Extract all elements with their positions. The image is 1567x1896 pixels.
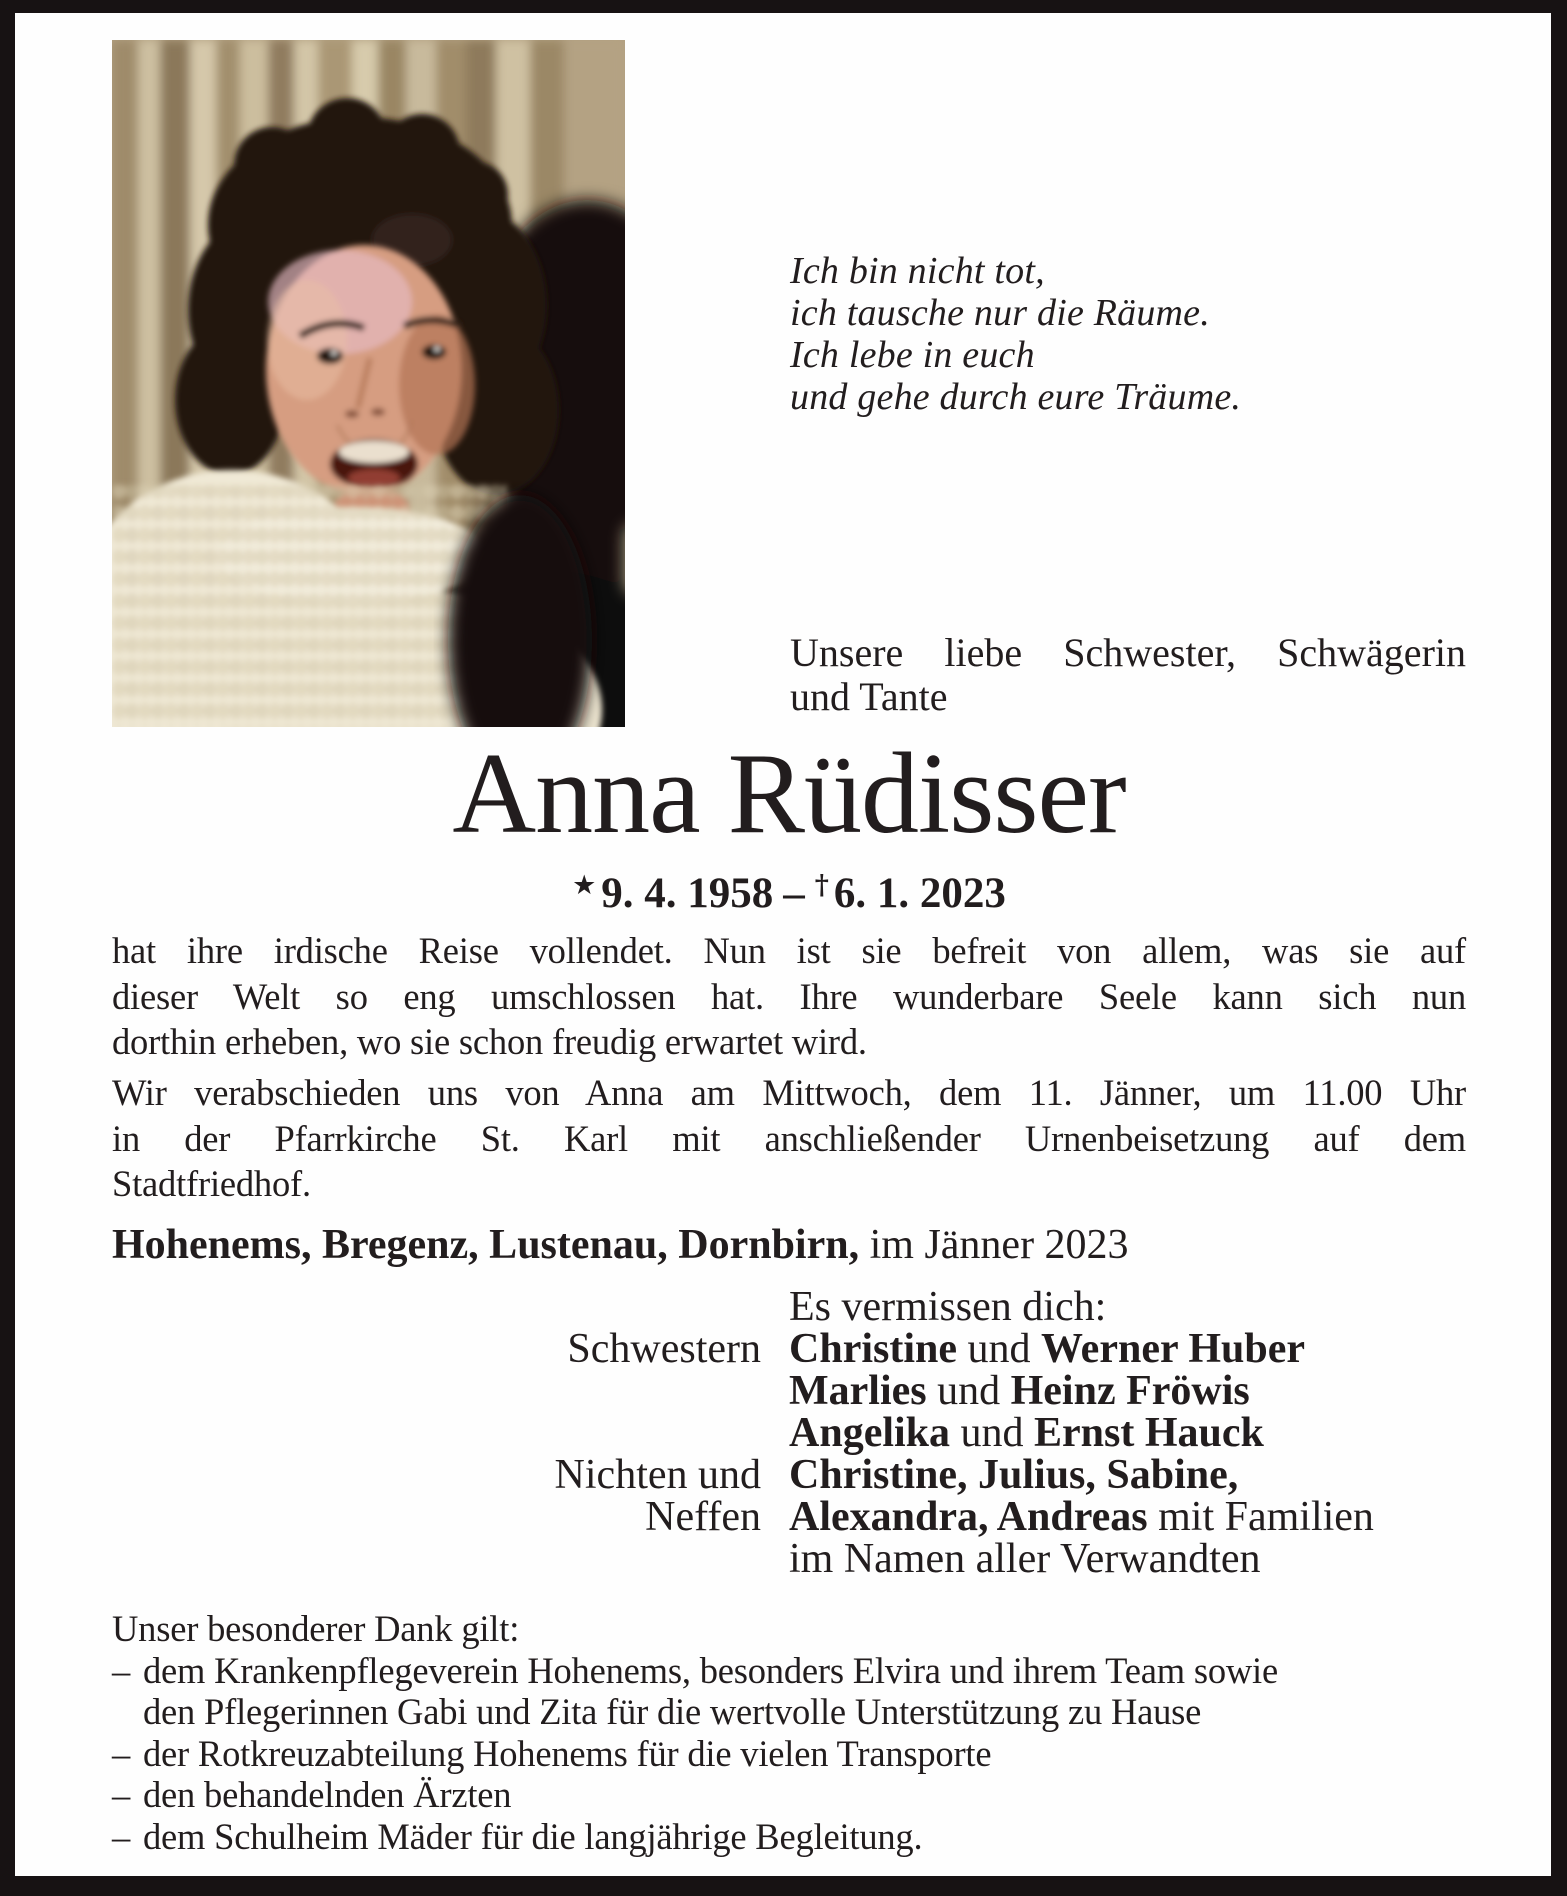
mourners-names: Christine und Werner Huber xyxy=(789,1326,1306,1372)
thanks-item-line: den behandelnden Ärzten xyxy=(143,1774,512,1815)
mourners-row xyxy=(112,1328,1466,1370)
thanks-item-line: dem Krankenpflegeverein Hohenems, besonders Elvira und ihrem Team sowie xyxy=(143,1649,1278,1691)
mourners-row xyxy=(112,1412,1466,1454)
list-dash: – xyxy=(112,1732,131,1774)
mourners-names: Angelika und Ernst Hauck xyxy=(789,1410,1264,1456)
dates-separator: – xyxy=(783,870,805,917)
mourners-label: Nichten und xyxy=(554,1452,761,1498)
thanks-item-text xyxy=(143,1650,1466,1733)
mourners-names: im Namen aller Verwandten xyxy=(789,1536,1261,1582)
intro-line: Unsere liebe Schwester, Schwägerin xyxy=(790,630,1466,675)
mourners-names: Christine, Julius, Sabine, xyxy=(789,1452,1239,1498)
paragraph-line: hat ihre irdische Reise vollendet. Nun ist sie befreit von allem, was sie auf xyxy=(112,930,1466,971)
mourners-names: Marlies und Heinz Fröwis xyxy=(789,1368,1250,1414)
relationship-intro xyxy=(790,631,1466,719)
mourners-label xyxy=(112,1538,761,1580)
teeth xyxy=(339,441,409,463)
memorial-poem xyxy=(790,250,1430,418)
death-cross-icon: † xyxy=(814,870,829,901)
paragraph-line: Wir verabschieden uns von Anna am Mittwoch, dem 11. Jänner, um 11.00 Uhr xyxy=(112,1072,1466,1113)
list-dash: – xyxy=(112,1649,131,1691)
mourners-row xyxy=(112,1454,1466,1496)
thanks-section xyxy=(112,1608,1466,1857)
paragraph-line: Stadtfriedhof. xyxy=(112,1163,311,1204)
paragraph-line: dorthin erheben, wo sie schon freudig erwartet wird. xyxy=(112,1021,867,1062)
mourners-label xyxy=(112,1286,761,1328)
thanks-item-line: den Pflegerinnen Gabi und Zita für die wertvolle Unterstützung zu Hause xyxy=(143,1691,1202,1732)
poem-line: Ich lebe in euch xyxy=(790,334,1035,376)
life-dates xyxy=(112,862,1466,918)
poem-line: Ich bin nicht tot, xyxy=(790,250,1045,292)
portrait-photo xyxy=(112,40,625,727)
thanks-item-line: der Rotkreuzabteilung Hohenems für die vielen Transporte xyxy=(143,1732,992,1774)
left-eye xyxy=(317,348,343,364)
poem-line: ich tausche nur die Räume. xyxy=(790,292,1210,334)
right-eye xyxy=(422,345,446,360)
cities-line: Hohenems, Bregenz, Lustenau, Dornbirn, im Jänner 2023 xyxy=(112,1222,1129,1268)
mourners-row xyxy=(112,1370,1466,1412)
mourners-names: Es vermissen dich: xyxy=(789,1284,1107,1330)
mourners-row xyxy=(112,1496,1466,1538)
obituary-paragraph-1 xyxy=(112,928,1466,1065)
list-dash: – xyxy=(112,1774,131,1815)
thanks-item-line: dem Schulheim Mäder für die langjährige Begleitung. xyxy=(143,1815,923,1857)
thanks-item xyxy=(112,1650,1466,1733)
thanks-item-text xyxy=(143,1774,1466,1816)
mourners-label: Schwestern xyxy=(567,1326,761,1372)
mourners-label xyxy=(112,1412,761,1454)
portrait-photo-svg xyxy=(112,40,625,727)
death-date: 6. 1. 2023 xyxy=(833,870,1006,917)
thanks-item-text xyxy=(143,1733,1466,1775)
deceased-name: Anna Rüdisser xyxy=(452,730,1126,858)
mourners-row xyxy=(112,1538,1466,1580)
paragraph-line: in der Pfarrkirche St. Karl mit anschließender Urnenbeisetzung auf dem xyxy=(112,1117,1466,1159)
mourners-names: Alexandra, Andreas mit Familien xyxy=(789,1494,1374,1540)
thanks-item xyxy=(112,1774,1466,1816)
list-dash: – xyxy=(112,1815,131,1857)
obituary-paragraph-2 xyxy=(112,1070,1466,1207)
thanks-item-text xyxy=(143,1816,1466,1858)
poem-line: und gehe durch eure Träume. xyxy=(790,376,1242,418)
thanks-item xyxy=(112,1733,1466,1775)
birth-star-icon: ★ xyxy=(572,870,597,901)
thanks-title: Unser besonderer Dank gilt: xyxy=(112,1608,520,1649)
mourners-row xyxy=(112,1286,1466,1328)
mourners-label: Neffen xyxy=(645,1494,761,1540)
mourners-section xyxy=(112,1286,1466,1580)
paragraph-line: dieser Welt so eng umschlossen hat. Ihre wunderbare Seele kann sich nun xyxy=(112,975,1466,1017)
intro-line: und Tante xyxy=(790,674,948,719)
thanks-item xyxy=(112,1816,1466,1858)
mourners-label xyxy=(112,1370,761,1412)
birth-date: 9. 4. 1958 xyxy=(601,870,774,917)
